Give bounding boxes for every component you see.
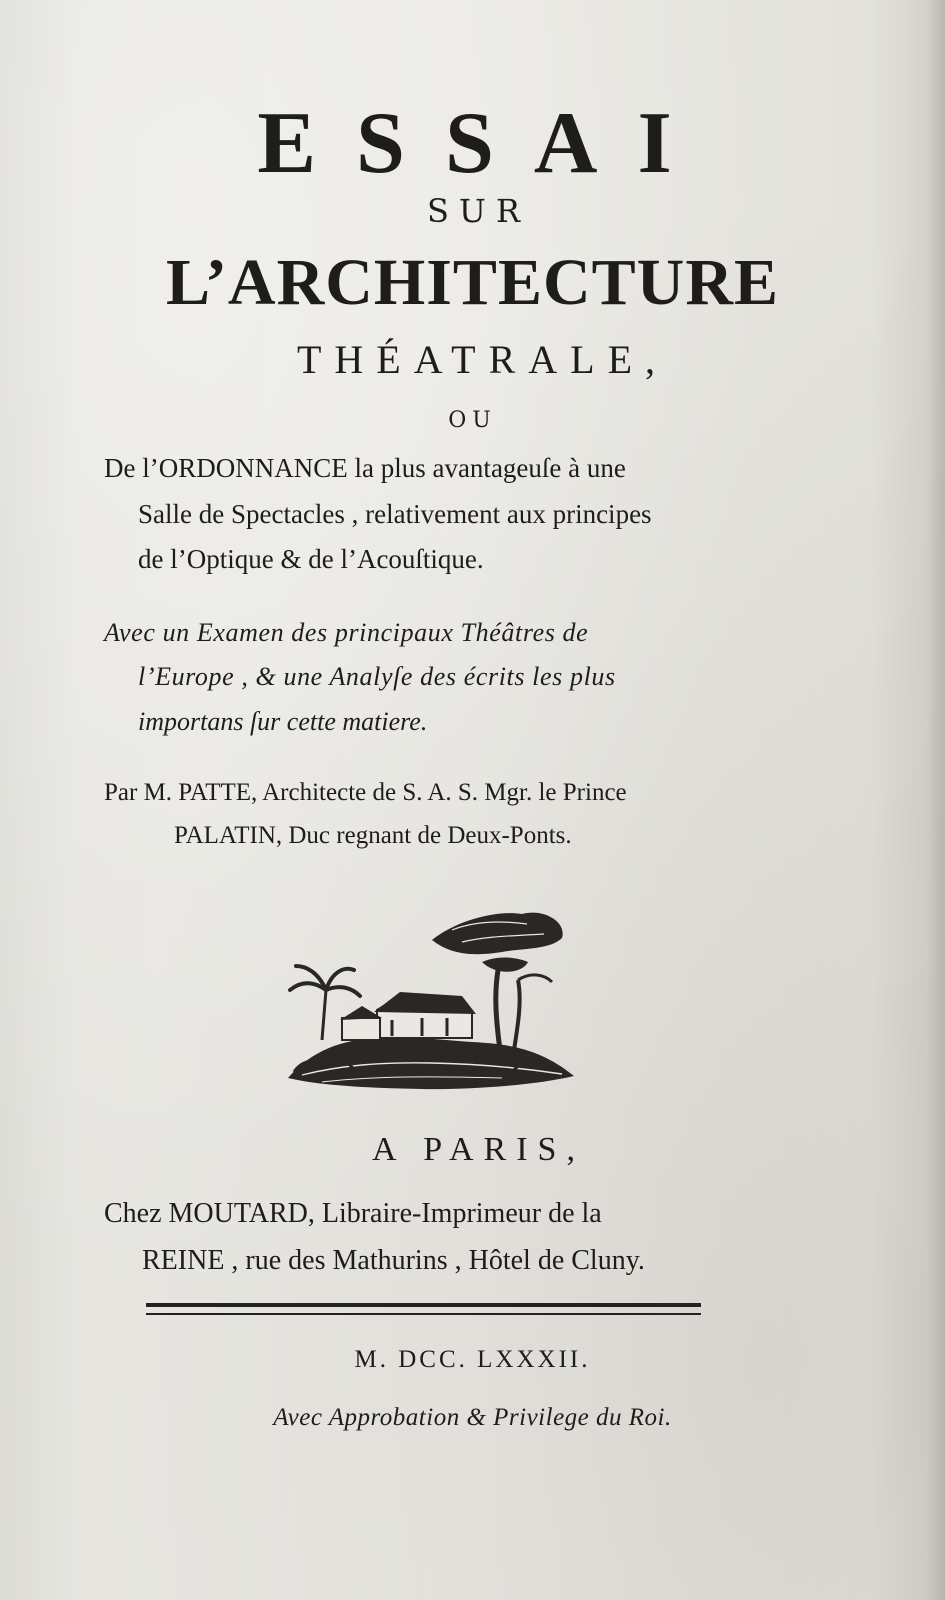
imprint-place: A PARIS,	[372, 1131, 585, 1168]
italic-line-2: l’Europe , & une Analyſe des écrits les plus	[138, 662, 616, 691]
subtitle-line-2: Salle de Spectacles , relativement aux principes	[138, 499, 652, 529]
italic-line-1: Avec un Examen des principaux Théâtres de	[104, 618, 589, 647]
subtitle-line-1: De l’ORDONNANCE la plus avantageuſe à une	[104, 453, 626, 483]
author-line-2: PALATIN, Duc regnant de Deux-Ponts.	[174, 822, 572, 849]
double-rule-top	[146, 1303, 701, 1307]
subtitle-line-3: de l’Optique & de l’Acouſtique.	[138, 544, 484, 574]
title-architecture: L’ARCHITECTURE	[165, 246, 780, 319]
title-theatrale: THÉATRALE,	[296, 337, 669, 382]
author-line-1: Par M. PATTE, Architecte de S. A. S. Mgr. le Prince	[104, 779, 627, 806]
title-sur: SUR	[427, 192, 530, 230]
italic-line-3: importans ſur cette matiere.	[138, 707, 428, 736]
publisher-line-2: REINE , rue des Mathurins , Hôtel de Cluny.	[142, 1245, 645, 1276]
title-essai: ESSAI	[257, 95, 712, 192]
double-rule-bottom	[146, 1313, 701, 1315]
imprint-approbation: Avec Approbation & Privilege du Roi.	[273, 1404, 672, 1431]
publisher-line-1: Chez MOUTARD, Libraire-Imprimeur de la	[104, 1198, 602, 1229]
landscape-vignette-icon	[282, 900, 582, 1100]
title-ou: OU	[448, 408, 497, 433]
imprint-date: M. DCC. LXXXII.	[354, 1346, 591, 1373]
